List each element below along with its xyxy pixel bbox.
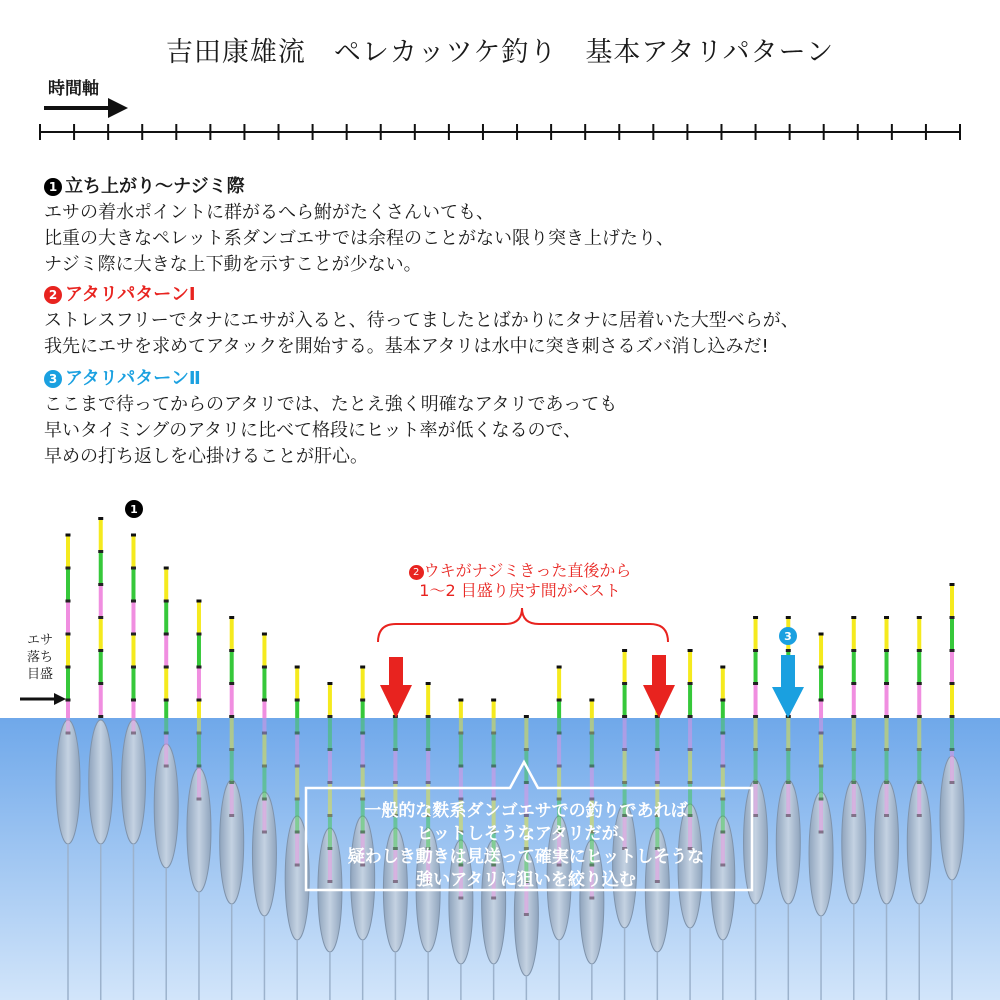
float-segment xyxy=(688,685,692,702)
float-segment xyxy=(754,751,758,768)
badge-1-marker-text: 1 xyxy=(130,503,138,516)
float-segment xyxy=(99,619,103,636)
float-segment xyxy=(590,735,594,752)
float-segment xyxy=(590,702,594,719)
float-segment xyxy=(885,751,889,768)
float-segment xyxy=(786,784,790,801)
float-segment xyxy=(66,537,70,554)
section-pattern-2-heading: 3 アタリパターンⅡ xyxy=(44,366,617,392)
float-segment xyxy=(950,751,954,768)
float-segment xyxy=(426,784,430,801)
badge-2: 2 xyxy=(44,286,62,304)
float-segment xyxy=(459,735,463,752)
float-segment xyxy=(852,652,856,669)
float-segment xyxy=(819,801,823,818)
float-segment xyxy=(164,735,168,752)
float-segment xyxy=(262,702,266,719)
float-segment xyxy=(492,702,496,719)
float-segment xyxy=(99,520,103,537)
float-segment xyxy=(164,570,168,587)
float-segment xyxy=(688,784,692,801)
float-segment xyxy=(230,685,234,702)
float-segment xyxy=(492,735,496,752)
float-segment xyxy=(131,570,135,587)
float-segment xyxy=(230,784,234,801)
float-segment xyxy=(524,718,528,735)
float-segment xyxy=(819,768,823,785)
float-segment xyxy=(885,652,889,669)
float-segment xyxy=(590,768,594,785)
section-standup-heading: 1 立ち上がり〜ナジミ際 xyxy=(44,174,674,200)
float-segment xyxy=(131,702,135,719)
float-segment xyxy=(131,669,135,686)
time-axis-ruler xyxy=(38,118,964,148)
float-segment xyxy=(295,669,299,686)
badge-2-small: 2 xyxy=(409,565,424,580)
float-segment xyxy=(230,718,234,735)
esa-label: エサ 落ち 目盛 xyxy=(26,633,53,682)
badge-3: 3 xyxy=(44,370,62,388)
float-segment xyxy=(688,751,692,768)
float-segment xyxy=(99,685,103,702)
float-segment xyxy=(492,768,496,785)
float-segment xyxy=(917,784,921,801)
section-pattern-1-heading: 2 アタリパターンⅠ xyxy=(44,282,799,308)
float-segment xyxy=(230,751,234,768)
float-segment xyxy=(262,801,266,818)
float-segment xyxy=(197,669,201,686)
float-segment xyxy=(197,702,201,719)
section-pattern-2-line: 早いタイミングのアタリに比べて格段にヒット率が低くなるので、 xyxy=(44,420,582,441)
float-segment xyxy=(852,751,856,768)
float-segment xyxy=(786,751,790,768)
float-segment xyxy=(917,685,921,702)
float-segment xyxy=(754,718,758,735)
float-segment xyxy=(459,702,463,719)
float-segment xyxy=(262,735,266,752)
float-segment xyxy=(99,652,103,669)
section-pattern-1-line: ストレスフリーでタナにエサが入ると、待ってましたとばかりにタナに居着いた大型べらが、 xyxy=(44,310,799,331)
float-segment xyxy=(131,537,135,554)
float-segment xyxy=(721,669,725,686)
float-segment xyxy=(361,702,365,719)
float-segment xyxy=(885,685,889,702)
float-segment xyxy=(524,784,528,801)
float-segment xyxy=(623,784,627,801)
float-segment xyxy=(393,751,397,768)
float-segment xyxy=(754,784,758,801)
float-segment xyxy=(917,751,921,768)
float-segment xyxy=(917,718,921,735)
float-segment xyxy=(688,652,692,669)
float-segment xyxy=(688,718,692,735)
float-segment xyxy=(197,735,201,752)
float-segment xyxy=(786,718,790,735)
float-segment xyxy=(721,702,725,719)
float-segment xyxy=(197,603,201,620)
float-segment xyxy=(754,619,758,636)
red-arrow-icon xyxy=(643,655,675,718)
float-segment xyxy=(295,702,299,719)
note-text: 一般的な麩系ダンゴエサでの釣りであれば ヒットしそうなアタリだが、 疑わしき動きは見送って確実にヒットしそうな 強いアタリに狙いを絞り込む xyxy=(347,801,705,890)
float-segment xyxy=(328,751,332,768)
float-segment xyxy=(295,801,299,818)
float-segment xyxy=(557,669,561,686)
float-segment xyxy=(950,619,954,636)
float-segment xyxy=(164,702,168,719)
float-segment xyxy=(426,751,430,768)
float-segment xyxy=(230,652,234,669)
badge-1: 1 xyxy=(44,178,62,196)
float-segment xyxy=(426,718,430,735)
float-segment xyxy=(262,669,266,686)
float-segment xyxy=(557,768,561,785)
float-segment xyxy=(721,768,725,785)
float-segment xyxy=(885,784,889,801)
float-segment xyxy=(361,735,365,752)
time-axis-label: 時間軸 xyxy=(48,79,99,99)
page-title: 吉田康雄流 ペレカッツケ釣り 基本アタリパターン xyxy=(165,37,835,68)
float-segment xyxy=(164,603,168,620)
float-segment xyxy=(131,636,135,653)
section-pattern-2 xyxy=(44,366,617,470)
float-segment xyxy=(328,784,332,801)
float-segment xyxy=(361,669,365,686)
float-segment xyxy=(852,784,856,801)
time-axis-arrow-icon xyxy=(42,96,132,120)
float-segment xyxy=(950,718,954,735)
red-arrow-icon xyxy=(380,657,412,718)
float-segment xyxy=(426,685,430,702)
float-segment xyxy=(66,702,70,719)
blue-arrow-icon xyxy=(772,655,804,718)
float-segment xyxy=(66,570,70,587)
float-segment xyxy=(623,685,627,702)
section-standup-line: ナジミ際に大きな上下動を示すことが少ない。 xyxy=(44,254,422,275)
float-segment xyxy=(623,652,627,669)
float-segment xyxy=(262,768,266,785)
float-segment xyxy=(328,718,332,735)
float-segment xyxy=(262,636,266,653)
badge-3-marker-text: 3 xyxy=(784,630,792,643)
float-segment xyxy=(197,636,201,653)
float-segment xyxy=(99,586,103,603)
float-segment xyxy=(721,735,725,752)
float-segment xyxy=(197,768,201,785)
float-segment xyxy=(655,784,659,801)
float-segment xyxy=(557,702,561,719)
section-standup-line: エサの着水ポイントに群がるへら鮒がたくさんいても、 xyxy=(44,202,494,223)
float-segment xyxy=(655,718,659,735)
section-pattern-1 xyxy=(44,282,799,360)
float-segment xyxy=(852,619,856,636)
float-segment xyxy=(164,636,168,653)
float-segment xyxy=(950,652,954,669)
float-segment xyxy=(885,619,889,636)
section-pattern-2-line: ここまで待ってからのアタリでは、たとえ強く明確なアタリであっても xyxy=(44,394,618,415)
pattern-1-bracket xyxy=(378,608,668,642)
float-segment xyxy=(623,718,627,735)
float-segment xyxy=(754,685,758,702)
float-segment xyxy=(623,751,627,768)
float-segment xyxy=(459,768,463,785)
float-segment xyxy=(393,718,397,735)
float-segment xyxy=(754,652,758,669)
float-segment xyxy=(66,636,70,653)
float-segment xyxy=(852,685,856,702)
float-segment xyxy=(361,768,365,785)
section-standup-line: 比重の大きなペレット系ダンゴエサでは余程のことがない限り突き上げたり、 xyxy=(44,228,674,249)
pattern-1-label: 2 ウキがナジミきった直後から 1〜2 目盛り戻す間がベスト xyxy=(370,561,670,601)
float-segment xyxy=(819,735,823,752)
float-segment xyxy=(917,619,921,636)
section-pattern-2-line: 早めの打ち返しを心掛けることが肝心。 xyxy=(44,446,368,467)
esa-arrow-icon xyxy=(20,693,66,705)
float-segment xyxy=(950,685,954,702)
float-segment xyxy=(295,735,299,752)
float-segment xyxy=(819,702,823,719)
float-segment xyxy=(131,603,135,620)
float-segment xyxy=(230,619,234,636)
float-segment xyxy=(295,834,299,851)
float-segment xyxy=(393,784,397,801)
float-segment xyxy=(66,603,70,620)
float-segment xyxy=(655,751,659,768)
float-segment xyxy=(852,718,856,735)
float-segment xyxy=(328,685,332,702)
float-segment xyxy=(819,669,823,686)
float-segment xyxy=(99,553,103,570)
float-segment xyxy=(819,636,823,653)
float-segment xyxy=(557,735,561,752)
float-segment xyxy=(917,652,921,669)
section-standup xyxy=(44,174,674,278)
float-segment xyxy=(295,768,299,785)
float-segment xyxy=(164,669,168,686)
float-segment xyxy=(950,586,954,603)
float-segment xyxy=(885,718,889,735)
float-segment xyxy=(66,669,70,686)
section-pattern-1-line: 我先にエサを求めてアタックを開始する。基本アタリは水中に突き刺さるズバ消し込みだ! xyxy=(44,336,769,357)
